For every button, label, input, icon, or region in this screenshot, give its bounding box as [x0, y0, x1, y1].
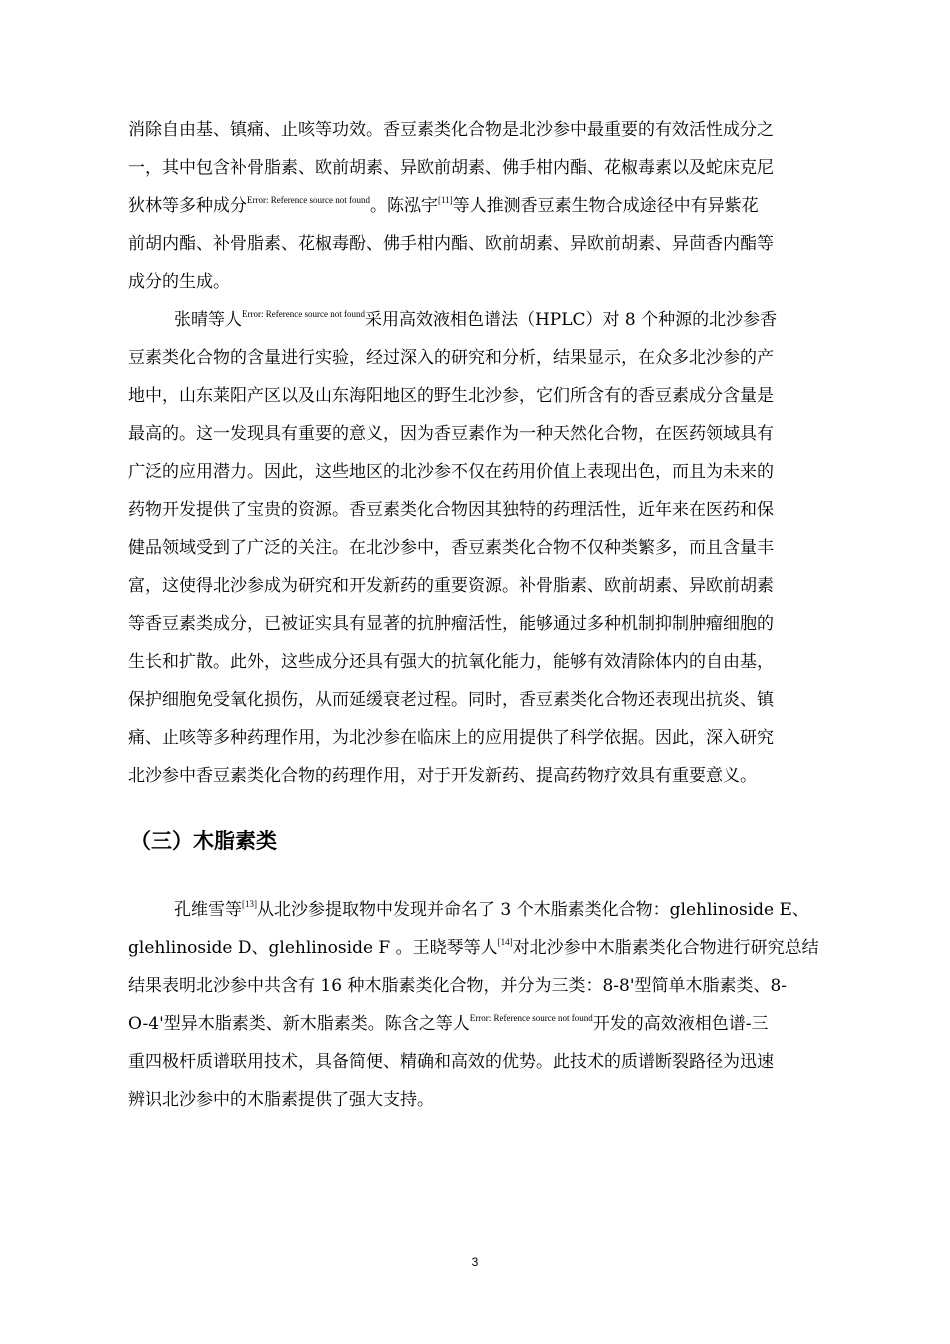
citation-error: Error: Reference source not found	[247, 195, 370, 205]
p3-line-2: glehlinoside D、glehlinoside F 。王晓琴等人[14]对北沙参中木脂素类化合物进行研究总结	[128, 937, 819, 958]
p3-line-3: 结果表明北沙参中共含有 16 种木脂素类化合物，并分为三类：8-8'型简单木脂素类、8-	[128, 976, 788, 996]
p2-line-13: 北沙参中香豆素类化合物的药理作用，对于开发新药、提高药物疗效具有重要意义。	[128, 766, 757, 786]
p1-line-4: 前胡内酯、补骨脂素、花椒毒酚、佛手柑内酯、欧前胡素、异欧前胡素、异茴香内酯等	[128, 234, 774, 254]
p2-line-2: 豆素类化合物的含量进行实验，经过深入的研究和分析，结果显示，在众多北沙参的产	[128, 348, 774, 368]
p2-line-5: 广泛的应用潜力。因此，这些地区的北沙参不仅在药用价值上表现出色，而且为未来的	[128, 462, 774, 482]
section-heading: （三）木脂素类	[130, 829, 277, 853]
p1-line-5: 成分的生成。	[128, 272, 230, 292]
p1-line-2: 一，其中包含补骨脂素、欧前胡素、异欧前胡素、佛手柑内酯、花椒毒素以及蛇床克尼	[128, 158, 774, 178]
p2-line-11: 保护细胞免受氧化损伤，从而延缓衰老过程。同时，香豆素类化合物还表现出抗炎、镇	[128, 690, 774, 710]
p3-line-5: 重四极杆质谱联用技术，具备简便、精确和高效的优势。此技术的质谱断裂路径为迅速	[128, 1052, 774, 1072]
p2-line-9: 等香豆素类成分，已被证实具有显著的抗肿瘤活性，能够通过多种机制抑制肿瘤细胞的	[128, 614, 774, 634]
p3-line-1: 孔维雪等[13]从北沙参提取物中发现并命名了 3 个木脂素类化合物：glehlinoside E、	[174, 899, 809, 920]
citation-error: Error: Reference source not found	[469, 1013, 593, 1023]
p2-line-8: 富，这使得北沙参成为研究和开发新药的重要资源。补骨脂素、欧前胡素、异欧前胡素	[128, 576, 774, 596]
citation: [13]	[242, 899, 257, 909]
p2-line-7: 健品领域受到了广泛的关注。在北沙参中，香豆素类化合物不仅种类繁多，而且含量丰	[128, 538, 774, 558]
p1-line-1: 消除自由基、镇痛、止咳等功效。香豆素类化合物是北沙参中最重要的有效活性成分之	[128, 120, 774, 140]
p2-line-1: 张晴等人$^{Error: Reference source not found}$采用高效液相色谱法（HPLC）对 8 个种源的北沙参香	[174, 309, 778, 330]
p2-line-10: 生长和扩散。此外，这些成分还具有强大的抗氧化能力，能够有效清除体内的自由基，	[128, 652, 774, 672]
p3-line-6: 辨识北沙参中的木脂素提供了强大支持。	[128, 1090, 434, 1110]
p2-line-6: 药物开发提供了宝贵的资源。香豆素类化合物因其独特的药理活性，近年来在医药和保	[128, 500, 774, 520]
p2-line-12: 痛、止咳等多种药理作用，为北沙参在临床上的应用提供了科学依据。因此，深入研究	[128, 728, 774, 748]
p3-line-4: O-4'型异木脂素类、新木脂素类。陈含之等人$^{Error: Reference source not found}$开发的高效液相色谱-三	[128, 1013, 769, 1034]
citation: [14]	[497, 937, 513, 947]
p1-line-3: 狄林等多种成分$^{Error: Reference source not found}$。陈泓宇[11]等人推测香豆素生物合成途径中有异紫花	[128, 195, 759, 216]
p2-line-3: 地中，山东莱阳产区以及山东海阳地区的野生北沙参，它们所含有的香豆素成分含量是	[128, 386, 774, 406]
citation-error: Error: Reference source not found	[242, 309, 365, 319]
citation: [11]	[437, 195, 453, 205]
page-number: 3	[471, 1255, 479, 1269]
p2-line-4: 最高的。这一发现具有重要的意义，因为香豆素作为一种天然化合物，在医药领域具有	[128, 424, 774, 444]
